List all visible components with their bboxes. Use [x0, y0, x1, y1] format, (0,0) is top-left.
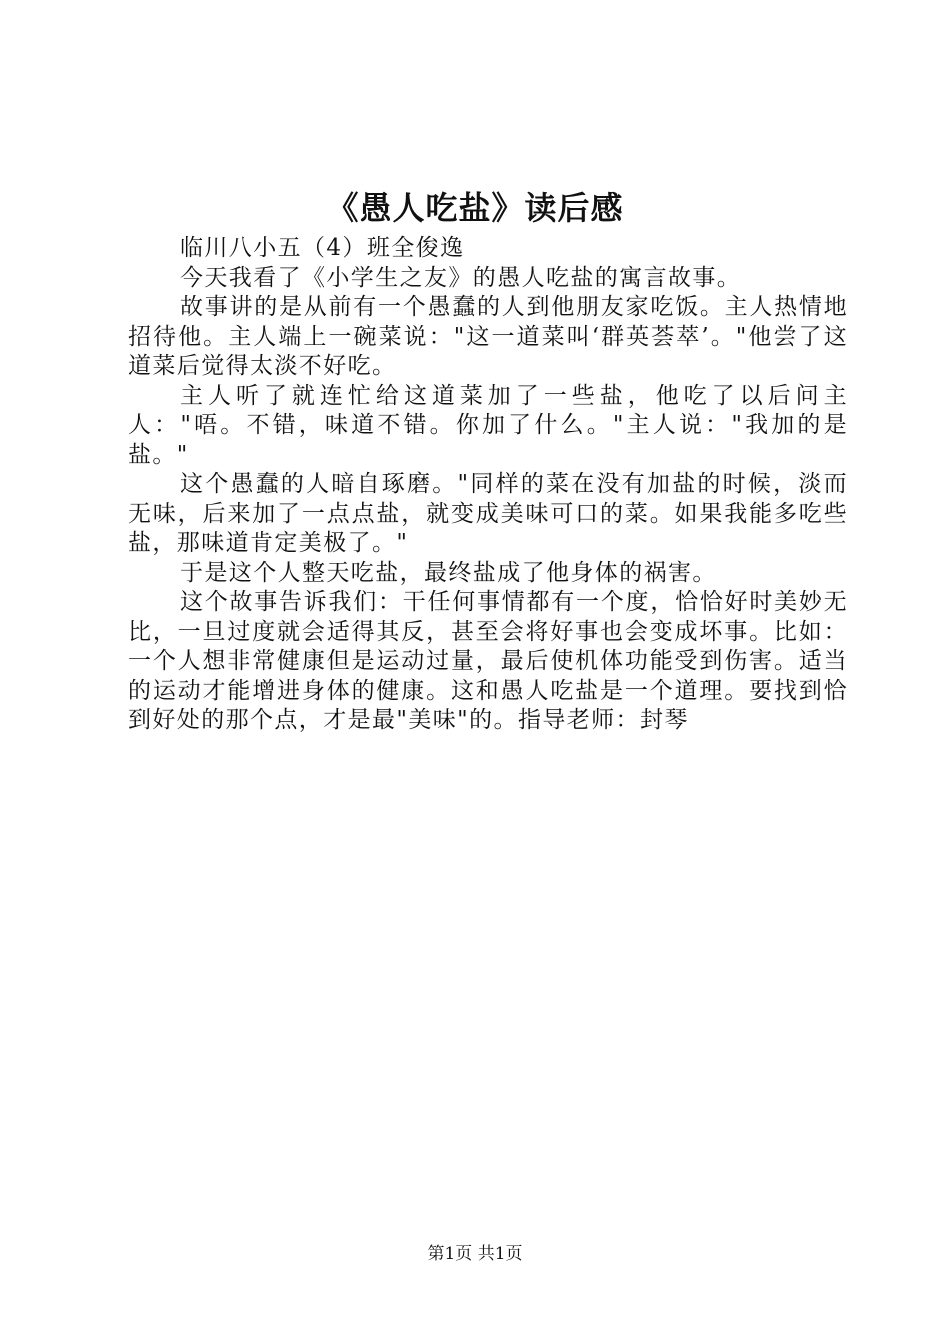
document-body: [128, 234, 848, 736]
paragraph-3: 主人听了就连忙给这道菜加了一些盐，他吃了以后问主人："唔。不错，味道不错。你加了什么。"主人说："我加的是盐。": [128, 382, 848, 468]
document-title: 《愚人吃盐》读后感: [326, 189, 624, 227]
page-footer: 第1页 共1页: [427, 1244, 523, 1264]
paragraph-4: 这个愚蠢的人暗自琢磨。"同样的菜在没有加盐的时候，淡而无味，后来加了一点点盐，就变成美味可口的菜。如果我能多吃些盐，那味道肯定美极了。": [128, 471, 848, 556]
paragraph-5: 于是这个人整天吃盐，最终盐成了他身体的祸害。: [180, 559, 717, 586]
paragraph-6: 这个故事告诉我们：干任何事情都有一个度，恰恰好时美妙无比，一旦过度就会适得其反，甚至会将好事也会变成坏事。比如：一个人想非常健康但是运动过量，最后使机体功能受到伤害。适当的运动才能增进身体的健康。这和愚人吃盐是一个道理。要找到恰到好处的那个点，才是最"美味"的。指导老师：封琴: [128, 589, 848, 733]
paragraph-1: 今天我看了《小学生之友》的愚人吃盐的寓言故事。: [180, 264, 742, 291]
author-line: 临川八小五（4）班全俊逸: [180, 235, 465, 261]
paragraph-2: 故事讲的是从前有一个愚蠢的人到他朋友家吃饭。主人热情地招待他。主人端上一碗菜说："这一道菜叫‘群英荟萃’。"他尝了这道菜后觉得太淡不好吃。: [128, 294, 848, 379]
